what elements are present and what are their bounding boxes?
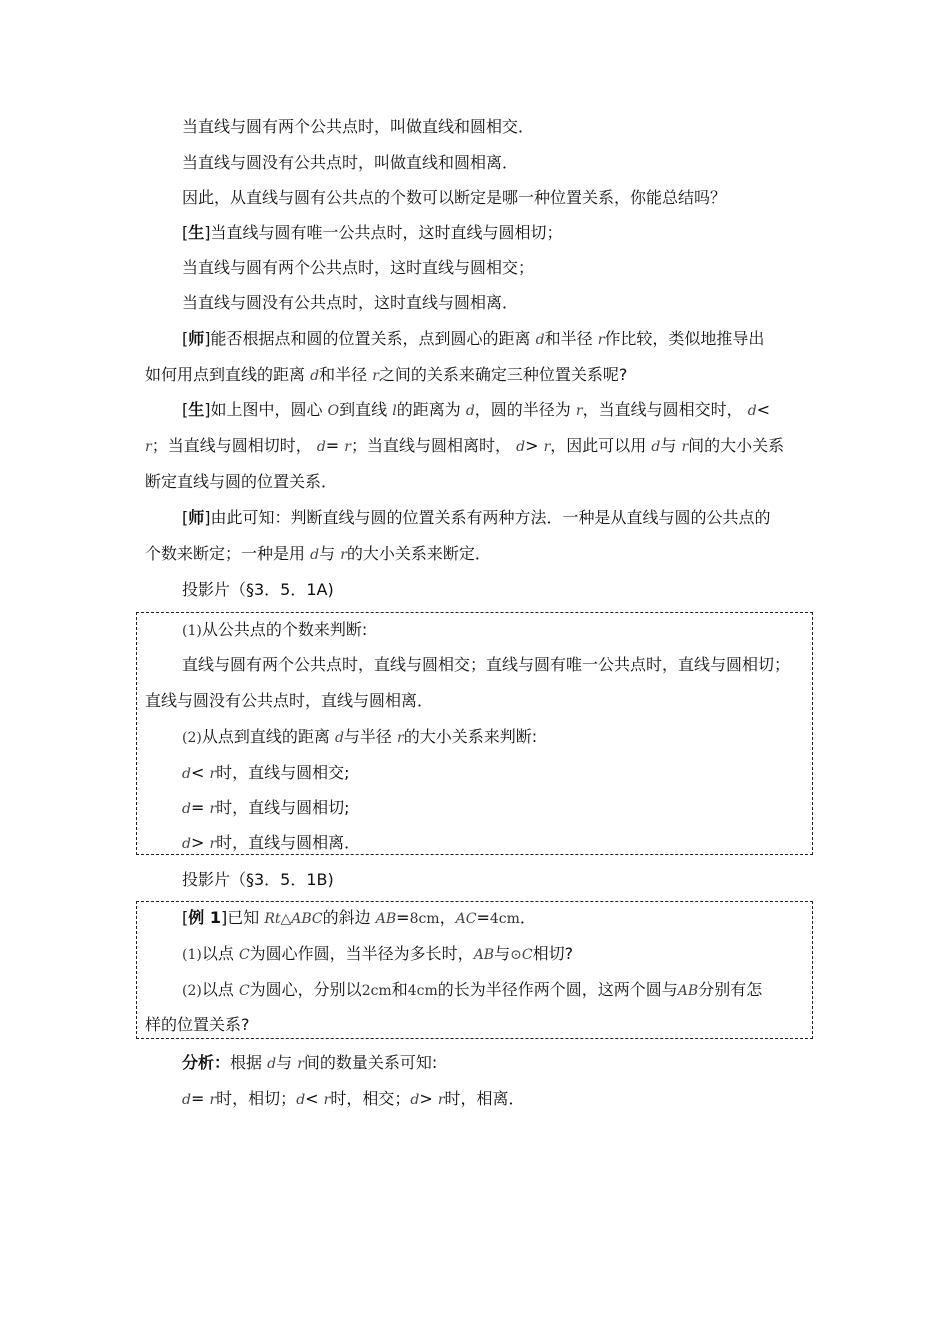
- paragraph-student-answer-end: 断定直线与圆的位置关系．: [145, 472, 338, 491]
- paragraph-student-3: 当直线与圆没有公共点时，这时直线与圆相离．: [182, 293, 519, 312]
- teacher-tag: 师: [188, 329, 205, 348]
- analysis-heading: 分析：根据 d与 r间的数量关系可知:: [182, 1053, 438, 1072]
- box-a-case-separate: d> r时，直线与圆相离．: [182, 833, 361, 852]
- paragraph-teacher-question: [师]能否根据点和圆的位置关系，点到圆心的距离 d和半径 r作比较，类似地推导出: [182, 329, 765, 348]
- paragraph-student-2: 当直线与圆有两个公共点时，这时直线与圆相交；: [182, 258, 535, 277]
- paragraph-student-answer: [生]如上图中，圆心 O到直线 l的距离为 d，圆的半径为 r，当直线与圆相交时， d<: [182, 400, 771, 419]
- paragraph-separate-definition: 当直线与圆没有公共点时，叫做直线和圆相离．: [182, 153, 519, 172]
- paragraph-intersect-definition: 当直线与圆有两个公共点时，叫做直线和圆相交．: [182, 117, 535, 136]
- example-heading: [例 1]已知 Rt△ABC的斜边 AB=8cm，AC=4cm．: [182, 908, 536, 927]
- paragraph-teacher-summary: [师]由此可知：判断直线与圆的位置关系有两种方法．一种是从直线与圆的公共点的: [182, 508, 771, 527]
- box-a-heading-1: (1)从公共点的个数来判断:: [182, 620, 368, 639]
- box-a-line-2: 直线与圆没有公共点时，直线与圆相离．: [145, 691, 434, 710]
- paragraph-student-answer-cont: r；当直线与圆相切时， d= r；当直线与圆相离时， d> r，因此可以用 d与 r间的大小关系: [145, 436, 785, 455]
- student-tag: 生: [188, 223, 205, 242]
- example-question-1: (1)以点 C为圆心作圆，当半径为多长时，AB与⊙C相切?: [182, 944, 574, 963]
- box-a-case-intersect: d< r时，直线与圆相交;: [182, 763, 350, 782]
- slide-label-b: 投影片（§3．5．1B): [182, 870, 334, 889]
- analysis-conclusion: d= r时，相切；d< r时，相交；d> r时，相离．: [182, 1089, 525, 1108]
- paragraph-question: 因此，从直线与圆有公共点的个数可以断定是哪一种位置关系，你能总结吗？: [182, 188, 727, 207]
- paragraph-teacher-summary-cont: 个数来断定；一种是用 d与 r的大小关系来断定．: [145, 544, 491, 563]
- example-question-2-cont: 样的位置关系?: [145, 1015, 250, 1034]
- paragraph-student-1: [生]当直线与圆有唯一公共点时，这时直线与圆相切；: [182, 223, 563, 242]
- box-a-heading-2: (2)从点到直线的距离 d与半径 r的大小关系来判断:: [182, 727, 538, 746]
- box-a-case-tangent: d= r时，直线与圆相切;: [182, 798, 350, 817]
- paragraph-teacher-question-cont: 如何用点到直线的距离 d和半径 r之间的关系来确定三种位置关系呢?: [145, 365, 628, 384]
- student-tag: 生: [188, 400, 205, 419]
- example-tag: 例 1: [188, 908, 221, 927]
- example-question-2: (2)以点 C为圆心，分别以2cm和4cm的长为半径作两个圆，这两个圆与AB分别有怎: [182, 980, 763, 999]
- box-a-line-1: 直线与圆有两个公共点时，直线与圆相交；直线与圆有唯一公共点时，直线与圆相切；: [182, 655, 791, 674]
- teacher-tag: 师: [188, 508, 205, 527]
- slide-label-a: 投影片（§3．5．1A): [182, 580, 334, 599]
